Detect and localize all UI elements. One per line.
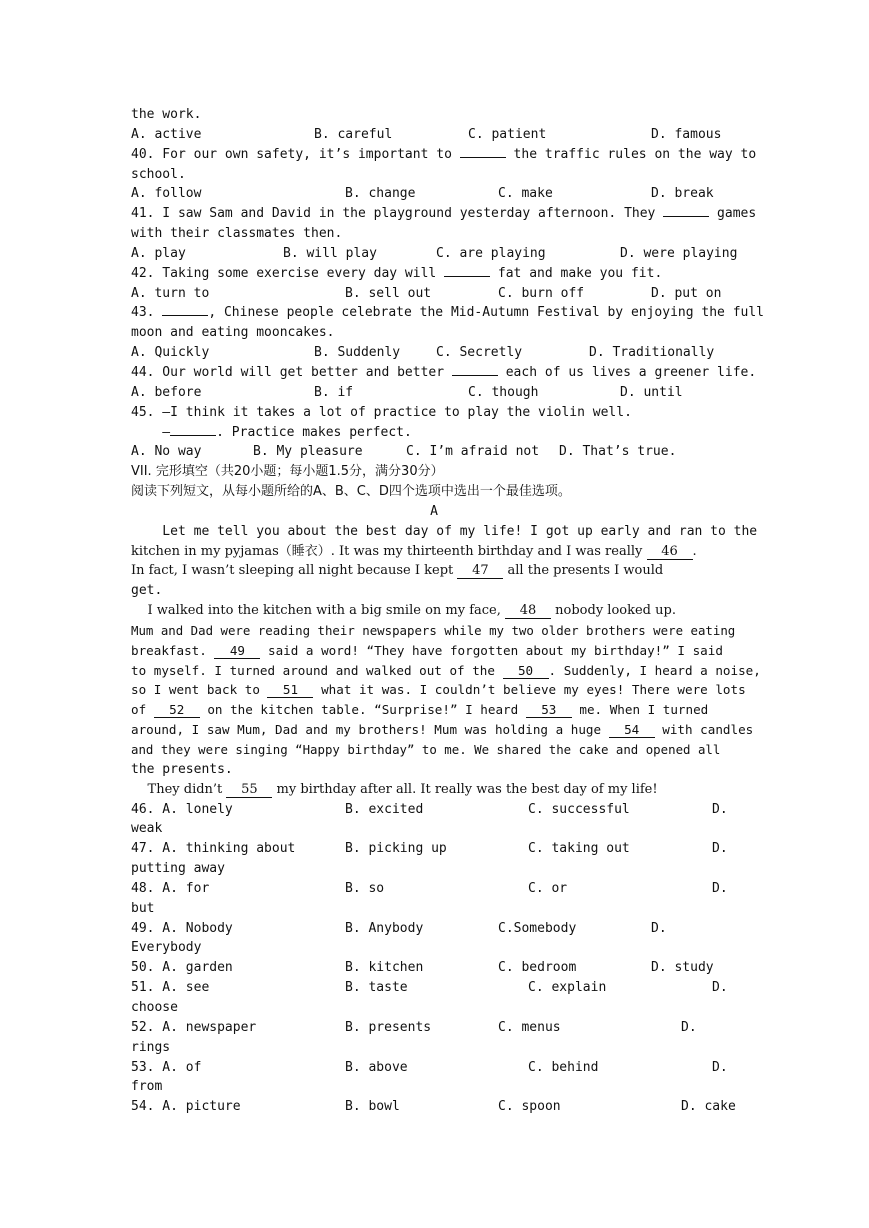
answer-blank-51: 51	[267, 682, 313, 698]
option-c: C. burn off	[498, 285, 585, 301]
option-b: B. change	[345, 186, 416, 202]
option-c: C. I’m afraid not	[406, 444, 540, 460]
q40-options	[131, 184, 737, 204]
answer-blank-47: 47	[457, 563, 503, 579]
option-d: D. break	[651, 186, 714, 202]
q42-options	[131, 284, 737, 304]
answer-blank-50: 50	[503, 663, 549, 679]
q40-stem-cont: school.	[131, 166, 186, 182]
answer-blank	[663, 216, 709, 217]
choice-row: 54. A. picture B. bowl C. spoon D. cake	[131, 1099, 736, 1115]
choices-list: 46. A. lonely B. excited C. successful D. weak 47. A. thinking about B. picking up C. taking out D. putting away 48. A. for B. so C. or D. but 49. A. Nobody B. Anybody C.Somebody D. Everybody 50. A. garden B. kitchen C. bedroom D. study 51. A. see B. taste C. explain D. choose 52. A. newspaper B. presents C. menus D. rings 53. A. of B. above C. behind D. from 54. A. picture B. bowl C. spoon D. cake	[131, 800, 737, 1118]
answer-blank	[170, 435, 216, 436]
option-a: A. No way	[131, 444, 202, 460]
option-c: C. patient	[468, 126, 547, 142]
option-a: A. Quickly	[131, 345, 210, 361]
q41-stem: 41. I saw Sam and David in the playground yesterday afternoon. They games	[131, 206, 757, 222]
option-d: D. until	[620, 384, 683, 400]
passage: Let me tell you about the best day of my life! I got up early and ran to the kitchen in my pyjamas（睡衣）. It was my thirteenth birthday and I was really 46 . In fact, I wasn’t sleeping all night because I kept 47 all the presents I would get. I walked into the kitchen with a big smile on my face, 48 nobody looked up. Mum and Dad were reading their newspapers while my two older brothers were eating breakfast. 49 said a word! “They have forgotten about my birthday!” I said to myself. I turned around and walked out of the 50 . Suddenly, I heard a noise, so I went back to 51 what it was. I couldn’t believe my eyes! There were lots of 52 on the kitchen table. “Surprise!” I heard 53 me. When I turned around, I saw Mum, Dad and my brothers! Mum was holding a huge 54 with candles and they were singing “Happy birthday” to me. We shared the cake and opened all the presents. They didn’t 55 my birthday after all. It really was the best day of my life!	[131, 523, 761, 797]
q41-stem-cont: with their classmates then.	[131, 226, 343, 242]
choice-row: 50. A. garden B. kitchen C. bedroom D. study	[131, 960, 714, 976]
q43-options	[131, 343, 737, 363]
answer-blank-48: 48	[505, 603, 551, 619]
choice-row: 52. A. newspaper B. presents C. menus D.	[131, 1019, 697, 1035]
answer-blank	[444, 276, 490, 277]
answer-blank-54: 54	[609, 722, 655, 738]
answer-blank	[162, 315, 208, 316]
option-a: A. play	[131, 245, 186, 261]
q43-stem-cont: moon and eating mooncakes.	[131, 325, 335, 341]
answer-blank	[460, 157, 506, 158]
choice-row: 49. A. Nobody B. Anybody C.Somebody D.	[131, 920, 667, 936]
q39-tail: the work.	[131, 107, 202, 122]
option-a: A. active	[131, 126, 202, 142]
answer-blank-55: 55	[226, 782, 272, 798]
option-c: C. make	[498, 186, 553, 202]
option-b: B. My pleasure	[253, 444, 363, 460]
option-d: D. Traditionally	[589, 345, 715, 361]
option-d: D. put on	[651, 285, 722, 301]
q40-stem: 40. For our own safety, it’s important to the traffic rules on the way to	[131, 146, 757, 162]
answer-blank-52: 52	[154, 702, 200, 718]
q44-options	[131, 383, 737, 403]
q43-stem: 43. , Chinese people celebrate the Mid-Autumn Festival by enjoying the full	[131, 305, 765, 321]
choice-row: 46. A. lonely B. excited C. successful D.	[131, 801, 728, 817]
q41-options	[131, 244, 737, 264]
passage-label: A	[430, 503, 438, 519]
option-c: C. are playing	[436, 245, 546, 261]
answer-blank	[452, 375, 498, 376]
q42-stem: 42. Taking some exercise every day will fat and make you fit.	[131, 265, 663, 281]
option-c: C. Secretly	[436, 345, 523, 361]
choice-row: 51. A. see B. taste C. explain D.	[131, 980, 728, 996]
section-heading: VII. 完形填空（共20小题；每小题1.5分，满分30分）	[131, 464, 444, 480]
section-instruction: 阅读下列短文，从每小题所给的A、B、C、D四个选项中选出一个最佳选项。	[131, 484, 571, 500]
choice-row: 47. A. thinking about B. picking up C. taking out D.	[131, 841, 728, 857]
q45-stem: 45. —I think it takes a lot of practice to play the violin well.	[131, 404, 632, 420]
option-d: D. were playing	[620, 245, 738, 261]
choice-row: 48. A. for B. so C. or D.	[131, 880, 728, 896]
answer-blank-46: 46	[647, 544, 693, 560]
option-b: B. Suddenly	[314, 345, 401, 361]
q45-reply: — . Practice makes perfect.	[131, 424, 412, 440]
option-b: B. careful	[314, 126, 393, 142]
q44-stem: 44. Our world will get better and better each of us lives a greener life.	[131, 364, 757, 380]
option-a: A. follow	[131, 186, 202, 202]
answer-blank-49: 49	[214, 643, 260, 659]
option-d: D. That’s true.	[559, 444, 677, 460]
option-b: B. will play	[283, 245, 377, 261]
option-c: C. though	[468, 384, 539, 400]
choice-row: 53. A. of B. above C. behind D.	[131, 1059, 728, 1075]
option-a: A. turn to	[131, 285, 210, 301]
option-b: B. sell out	[345, 285, 432, 301]
option-d: D. famous	[651, 126, 722, 142]
option-a: A. before	[131, 384, 202, 400]
option-b: B. if	[314, 384, 354, 400]
answer-blank-53: 53	[526, 702, 572, 718]
q45-options	[131, 442, 737, 462]
q39-options	[131, 125, 737, 145]
exam-page	[131, 105, 765, 1117]
